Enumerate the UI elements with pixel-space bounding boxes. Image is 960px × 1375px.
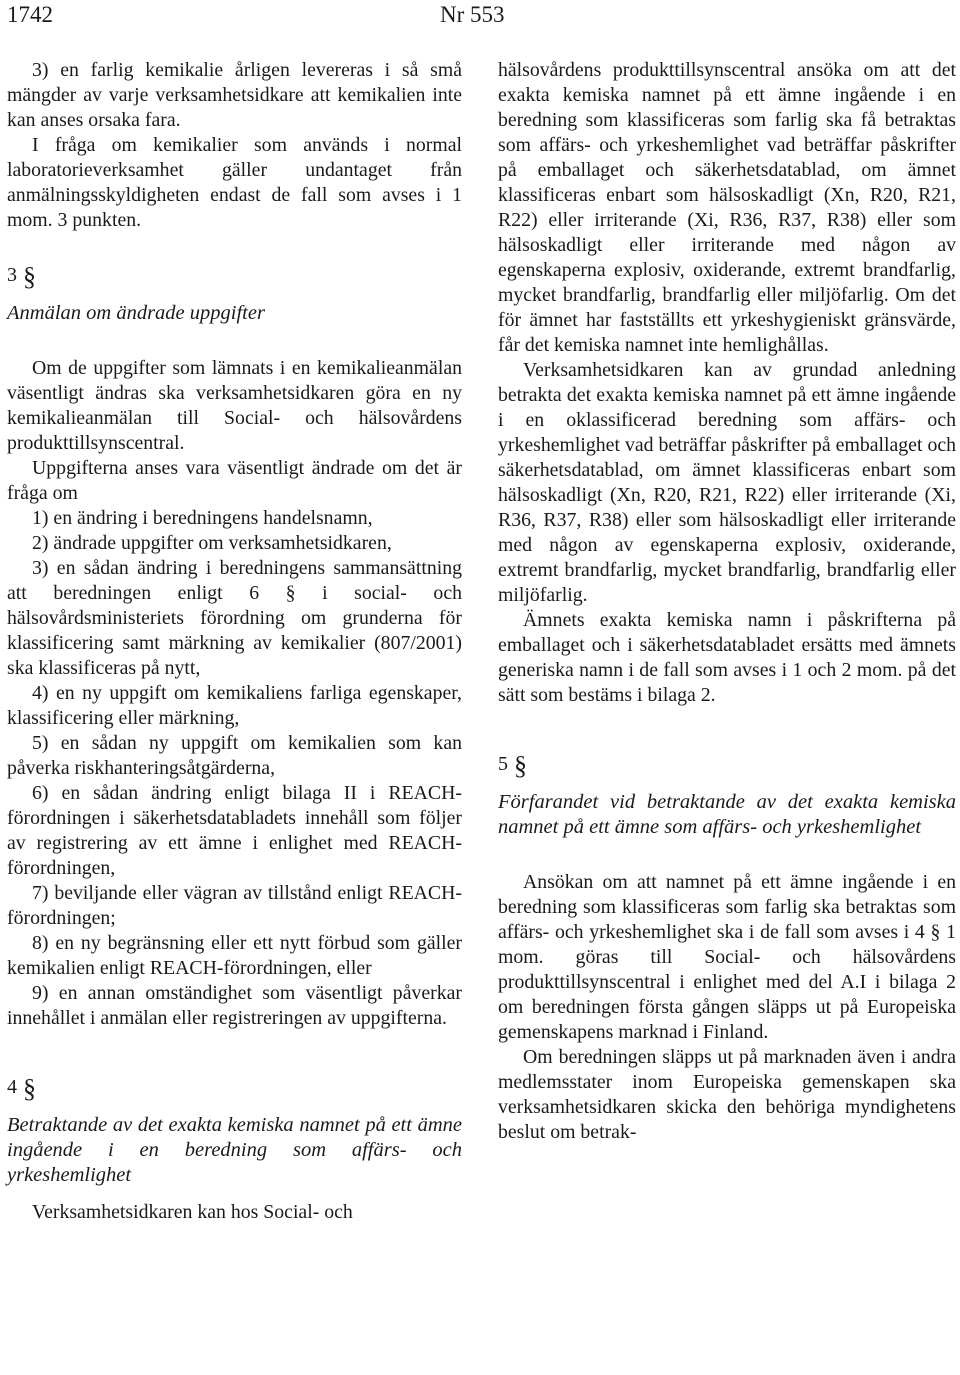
right-column bbox=[498, 58, 956, 1145]
paragraph: Uppgifterna anses vara väsentligt ändrade om det är fråga om bbox=[7, 457, 462, 504]
section-number: 4 bbox=[7, 1076, 17, 1098]
list-item: 1) en ändring i beredningens handelsnamn, bbox=[32, 507, 373, 529]
paragraph: I fråga om kemikalier som används i normal laboratorieverksamhet gäller undantaget från anmälningsskyldigheten endast de fall som avses i 1 mom. 3 punkten. bbox=[7, 134, 462, 231]
list-item: 7) beviljande eller vägran av tillstånd enligt REACH-förordningen; bbox=[7, 882, 462, 929]
list-item: 8) en ny begränsning eller ett nytt förbud som gäller kemikalien enligt REACH-förordningen, eller bbox=[7, 932, 462, 979]
paragraph: Ämnets exakta kemiska namn i påskrifterna på emballaget och i säkerhetsdatabladet ersätts med ämnets generiska namn i de fall som avses i 1 och 2 mom. på det sätt som bestäms i bilaga 2. bbox=[498, 609, 956, 706]
paragraph: 3) en farlig kemikalie årligen levereras i så små mängder av varje verksamhetsidkare att kemikalien inte kan anses orsaka fara. bbox=[7, 59, 462, 131]
section-sign-icon: § bbox=[23, 1074, 36, 1103]
section-sign-icon: § bbox=[514, 751, 527, 780]
left-column bbox=[7, 58, 462, 1225]
list-item: 5) en sådan ny uppgift om kemikalien som kan påverka riskhanteringsåtgärderna, bbox=[7, 732, 462, 779]
list-item: 4) en ny uppgift om kemikaliens farliga egenskaper, klassificering eller märkning, bbox=[7, 682, 462, 729]
page-number: 1742 bbox=[7, 2, 53, 27]
section-heading-4 bbox=[7, 1075, 462, 1101]
list-item: 9) en annan omständighet som väsentligt påverkar innehållet i anmälan eller registreringen av uppgifterna. bbox=[7, 982, 462, 1029]
section-title: Anmälan om ändrade uppgifter bbox=[7, 302, 265, 324]
list-item: 6) en sådan ändring enligt bilaga II i REACH-förordningen i säkerhetsdatabladets innehåll som följer av registrering av ett ämne i enlighet med REACH-förordningen, bbox=[7, 782, 462, 879]
paragraph: Om de uppgifter som lämnats i en kemikalieanmälan väsentligt ändras ska verksamhetsidkaren göra en ny kemikalieanmälan till Social- och hälsovårdens produkttillsynscentral. bbox=[7, 357, 462, 454]
paragraph: Ansökan om att namnet på ett ämne ingående i en beredning som klassificeras som farlig ska betraktas som affärs- och yrkeshemlighet ska i de fall som avses i 4 § 1 mom. göras till Social- och hälsovårdens produkttillsynscentral i enlighet med del A.I i bilaga 2 om beredningen första gången släpps ut på Europeiska gemenskapens marknad i Finland. bbox=[498, 871, 956, 1043]
section-number: 5 bbox=[498, 753, 508, 775]
section-heading-3 bbox=[7, 263, 462, 289]
paragraph: hälsovårdens produkttillsynscentral ansöka om att det exakta kemiska namnet på ett ämne ingående i en beredning som klassificeras som farlig ska få betraktas som affärs- och yrkeshemlighet vad beträffar påskrifter på emballaget och säkerhetsdatablad, om ämnet klassificeras enbart som hälsoskadligt (Xn, R20, R21, R22) eller irriterande (Xi, R36, R37, R38) eller som hälsoskadligt eller irriterande med någon av egenskaperna explosiv, oxiderande, extremt brandfarlig, mycket brandfarlig, brandfarlig eller miljöfarlig. Om det för ämnet har fastställts ett yrkeshygieniskt gränsvärde, får det kemiska namnet inte hemlighållas. bbox=[498, 59, 956, 356]
section-number: 3 bbox=[7, 264, 17, 286]
issue-number: Nr 553 bbox=[440, 2, 505, 27]
paragraph: Verksamhetsidkaren kan av grundad anledning betrakta det exakta kemiska namnet på ett ämne ingående i en oklassificerad beredning som affärs- och yrkeshemlighet vad beträffar påskrifter på emballaget och säkerhetsdatablad, om ämnet klassificeras enbart som hälsoskadligt (Xn, R20, R21, R22) eller irriterande (Xi, R36, R37, R38) eller som hälsoskadligt eller irriterande med någon av egenskaperna explosiv, oxiderande, extremt brandfarlig, mycket brandfarlig, brandfarlig eller miljöfarlig. bbox=[498, 359, 956, 606]
section-heading-5 bbox=[498, 752, 956, 778]
section-title: Betraktande av det exakta kemiska namnet på ett ämne ingående i en beredning som affärs- och yrkeshemlighet bbox=[7, 1114, 462, 1186]
list-item: 2) ändrade uppgifter om verksamhetsidkaren, bbox=[32, 532, 392, 554]
section-title: Förfarandet vid betraktande av det exakta kemiska namnet på ett ämne som affärs- och yrkeshemlighet bbox=[498, 791, 956, 838]
section-sign-icon: § bbox=[23, 262, 36, 291]
list-item: 3) en sådan ändring i beredningens sammansättning att beredningen enligt 6 § i social- och hälsovårdsministeriets förordning om grunderna för klassificering samt märkning av kemikalier (807/2001) ska klassificeras på nytt, bbox=[7, 557, 462, 679]
paragraph: Verksamhetsidkaren kan hos Social- och bbox=[32, 1201, 353, 1223]
paragraph: Om beredningen släpps ut på marknaden även i andra medlemsstater inom Europeiska gemenskapen ska verksamhetsidkaren skicka den behöriga myndighetens beslut om betrak- bbox=[498, 1046, 956, 1143]
